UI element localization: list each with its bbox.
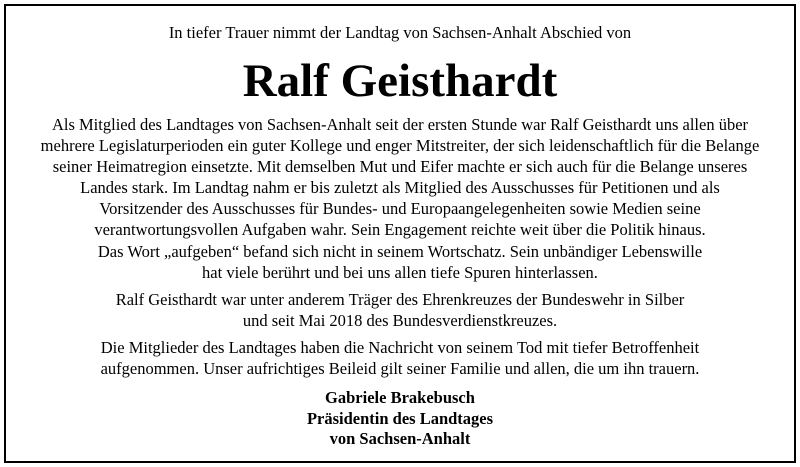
text-line: Ralf Geisthardt war unter anderem Träger des Ehrenkreuzes der Bundeswehr in Silber [115,290,685,309]
text-line: verantwortungsvollen Aufgaben wahr. Sein Engagement reichte weit über die Politik hinaus. [94,220,706,240]
text-line: Die Mitglieder des Landtages haben die Nachricht von seinem Tod mit tiefer Betroffenheit [100,338,700,357]
text-line: Als Mitglied des Landtages von Sachsen-Anhalt seit der ersten Stunde war Ralf Geisthardt uns allen über [51,115,749,134]
tribute-paragraph [6,114,794,283]
text-line: hat viele berührt und bei uns allen tiefe Spuren hinterlassen. [202,262,598,282]
condolence-paragraph [6,337,794,379]
notice-frame [4,4,796,463]
signatory-name: Gabriele Brakebusch [325,388,475,407]
text-line: und seit Mai 2018 des Bundesverdienstkreuzes. [242,311,558,331]
text-line: Vorsitzender des Ausschusses für Bundes- und Europaangelegenheiten sowie Medien seine [99,199,701,219]
text-line: Landes stark. Im Landtag nahm er bis zuletzt als Mitglied des Ausschusses für Petitionen und als [80,178,720,198]
intro-line: In tiefer Trauer nimmt der Landtag von Sachsen-Anhalt Abschied von [168,23,632,42]
signatory-title: Präsidentin des Landtages [306,408,494,428]
signatory-organization: von Sachsen-Anhalt [329,429,471,448]
honors-paragraph [6,289,794,331]
deceased-name: Ralf Geisthardt [242,55,558,107]
text-line: seiner Heimatregion einsetzte. Mit demselben Mut und Eifer machte er sich auch für die Belange unseres [52,157,748,177]
text-line: aufgenommen. Unser aufrichtiges Beileid gilt seiner Familie und allen, die um ihn trauern. [100,359,700,379]
text-line: mehrere Legislaturperioden ein guter Kollege und enger Mitstreiter, der sich leidenschaftlich für die Belange [40,136,760,156]
signature-block [6,388,794,450]
text-line: Das Wort „aufgeben“ befand sich nicht in seinem Wortschatz. Sein unbändiger Lebenswille [97,241,703,261]
